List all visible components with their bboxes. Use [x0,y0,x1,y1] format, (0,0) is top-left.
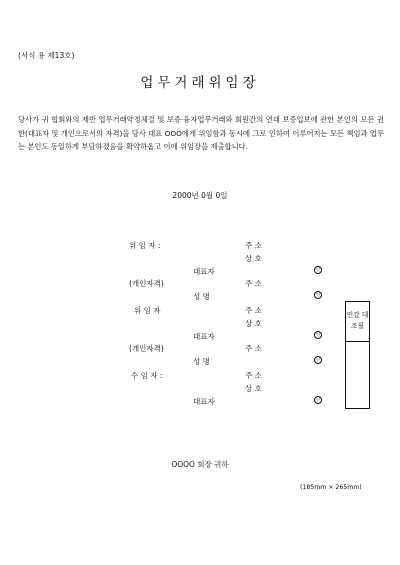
personal-capacity-label-1: (개인자격) [129,279,164,288]
representative-label: 대표자 [193,267,215,276]
document-title: 업무거래위임장 [140,75,260,91]
company-label: 상 호 [245,254,262,263]
declaration-text: 당사가 귀 협회와의 제반 업무거래약정체결 및 보증·융자업무거래와 회원간의 연대 보증입보에 관한 본인의 모든 권한(대표자 및 개인으로서의 자격)을 당사 대표 OOO에게 위임함과 동시에 그로 인하여 이루어지는 모든 책임과 업무는 본인도 동일하게 부담하겠음을 확약하옵고 이에 위임장을 제출합니다. [18,115,384,151]
address-label: 주 소 [245,279,262,288]
company-label: 상 호 [245,319,262,328]
delegatee-label: 수 임 자 : [131,371,163,380]
representative-label: 대표자 [193,397,215,406]
name-label: 성 명 [193,357,210,366]
seal-verification-label: 인감 대조필 [346,311,369,330]
seal-mark-icon: 인 [314,356,322,364]
seal-mark-icon: 인 [314,396,322,404]
company-label: 상 호 [245,384,262,393]
delegator-label-1: 위 임 자 : [129,241,161,250]
address-label: 주 소 [245,306,262,315]
date-line: 2000년 0월 0일 [172,191,228,200]
address-label: 주 소 [245,241,262,250]
seal-verification-box [345,301,370,409]
seal-box-divider [346,341,369,342]
form-number: (서식 용 제13호) [18,51,75,60]
personal-capacity-label-2: (개인자격) [129,344,164,353]
seal-mark-icon: 인 [314,291,322,299]
name-label: 성 명 [193,292,210,301]
seal-mark-icon: 인 [314,266,322,274]
delegator-label-2: 위 임 자 [134,306,161,315]
address-label: 주 소 [245,344,262,353]
seal-mark-icon: 인 [314,331,322,339]
paper-size-note: (185mm × 265mm) [300,484,362,491]
address-label: 주 소 [245,371,262,380]
association-addressee: OOOO 회장 귀하 [171,460,229,469]
representative-label: 대표자 [193,332,215,341]
